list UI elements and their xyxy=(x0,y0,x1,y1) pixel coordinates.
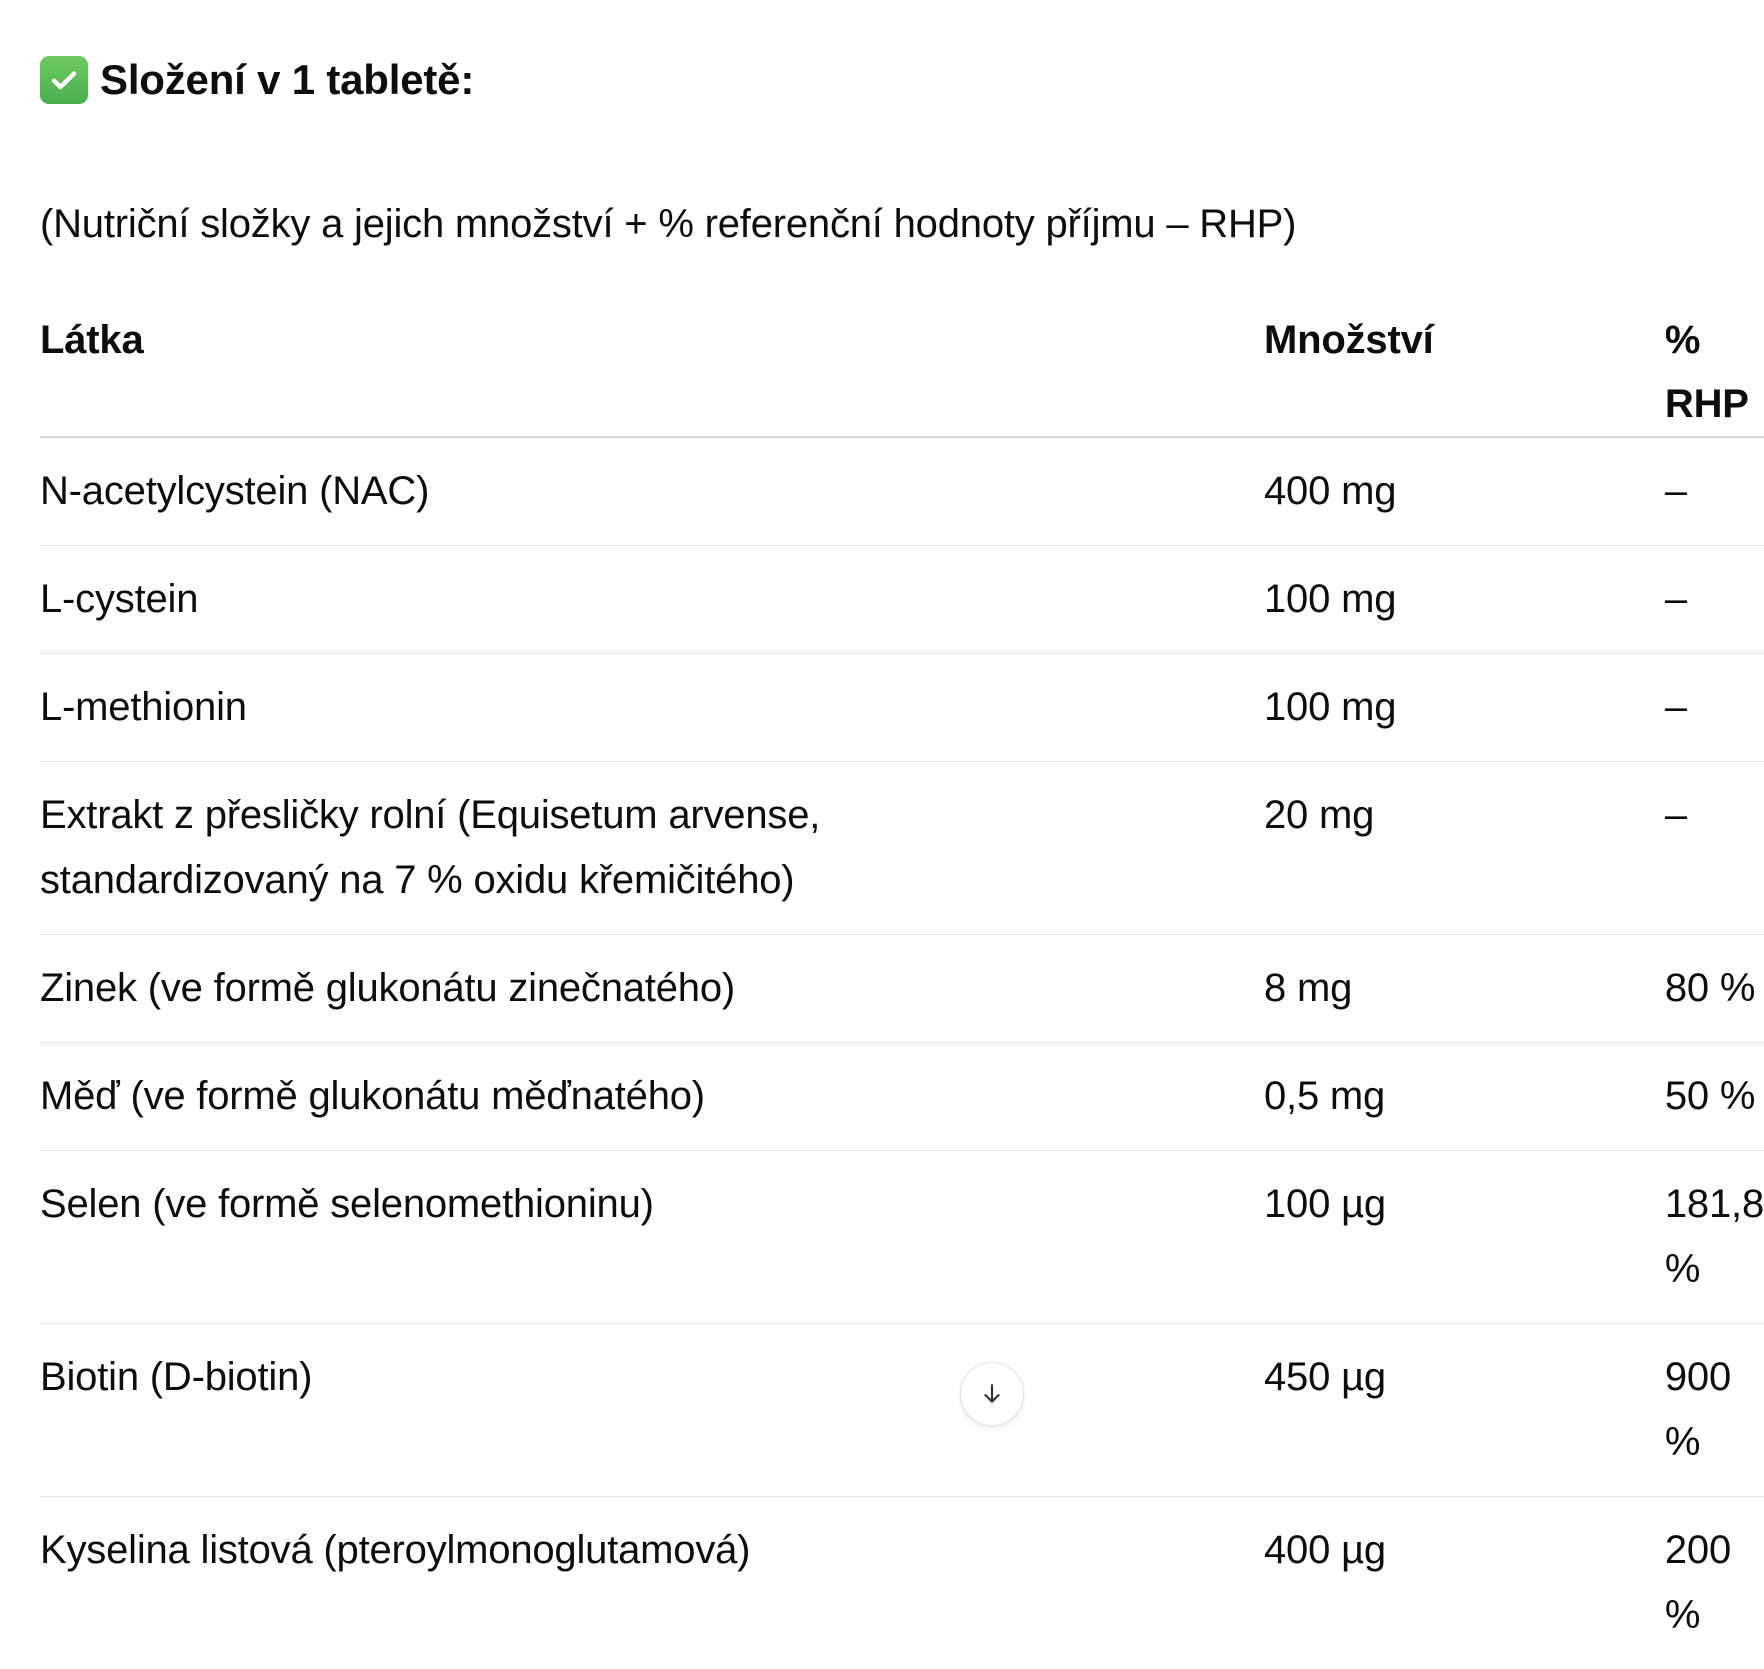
cell-substance: Zinek (ve formě glukonátu zinečnatého) xyxy=(40,935,1264,1043)
cell-rhp: – xyxy=(1665,762,1764,935)
table-row xyxy=(40,437,1764,546)
table-row xyxy=(40,1043,1764,1151)
section-heading xyxy=(40,52,474,108)
cell-rhp: 200 % xyxy=(1665,1497,1764,1669)
cell-substance: N-acetylcystein (NAC) xyxy=(40,437,1264,546)
cell-substance: Měď (ve formě glukonátu měďnatého) xyxy=(40,1043,1264,1151)
table-header-row xyxy=(40,308,1764,437)
cell-amount: 400 µg xyxy=(1264,1497,1665,1669)
arrow-down-icon xyxy=(979,1381,1005,1407)
cell-amount: 100 mg xyxy=(1264,654,1665,762)
cell-substance: Biotin (D-biotin) xyxy=(40,1324,1264,1497)
table-row xyxy=(40,1151,1764,1324)
cell-rhp: – xyxy=(1665,654,1764,762)
cell-substance: Selen (ve formě selenomethioninu) xyxy=(40,1151,1264,1324)
table-row xyxy=(40,1497,1764,1669)
cell-amount: 450 µg xyxy=(1264,1324,1665,1497)
check-mark-icon xyxy=(40,56,88,104)
table-row xyxy=(40,1324,1764,1497)
table-row xyxy=(40,762,1764,935)
heading-text: Složení v 1 tabletě: xyxy=(100,52,474,108)
cell-rhp: 900 % xyxy=(1665,1324,1764,1497)
header-latka: Látka xyxy=(40,308,1264,437)
table-row xyxy=(40,935,1764,1043)
cell-amount: 400 mg xyxy=(1264,437,1665,546)
cell-amount: 20 mg xyxy=(1264,762,1665,935)
table-row xyxy=(40,654,1764,762)
cell-substance: L-cystein xyxy=(40,546,1264,654)
composition-table xyxy=(40,308,1764,1669)
header-mnozstvi: Množství xyxy=(1264,308,1665,437)
subtitle: (Nutriční složky a jejich množství + % referenční hodnoty příjmu – RHP) xyxy=(40,198,1296,250)
cell-amount: 100 mg xyxy=(1264,546,1665,654)
cell-amount: 100 µg xyxy=(1264,1151,1665,1324)
cell-rhp: – xyxy=(1665,437,1764,546)
cell-substance: Extrakt z přesličky rolní (Equisetum arvense, standardizovaný na 7 % oxidu křemičitého) xyxy=(40,762,1264,935)
scroll-to-bottom-button[interactable] xyxy=(960,1362,1024,1426)
cell-rhp: 80 % xyxy=(1665,935,1764,1043)
cell-substance: Kyselina listová (pteroylmonoglutamová) xyxy=(40,1497,1264,1669)
cell-substance: L-methionin xyxy=(40,654,1264,762)
header-rhp: % RHP xyxy=(1665,308,1764,437)
cell-rhp: – xyxy=(1665,546,1764,654)
cell-amount: 0,5 mg xyxy=(1264,1043,1665,1151)
cell-rhp: 50 % xyxy=(1665,1043,1764,1151)
cell-rhp: 181,8 % xyxy=(1665,1151,1764,1324)
cell-amount: 8 mg xyxy=(1264,935,1665,1043)
table-row xyxy=(40,546,1764,654)
